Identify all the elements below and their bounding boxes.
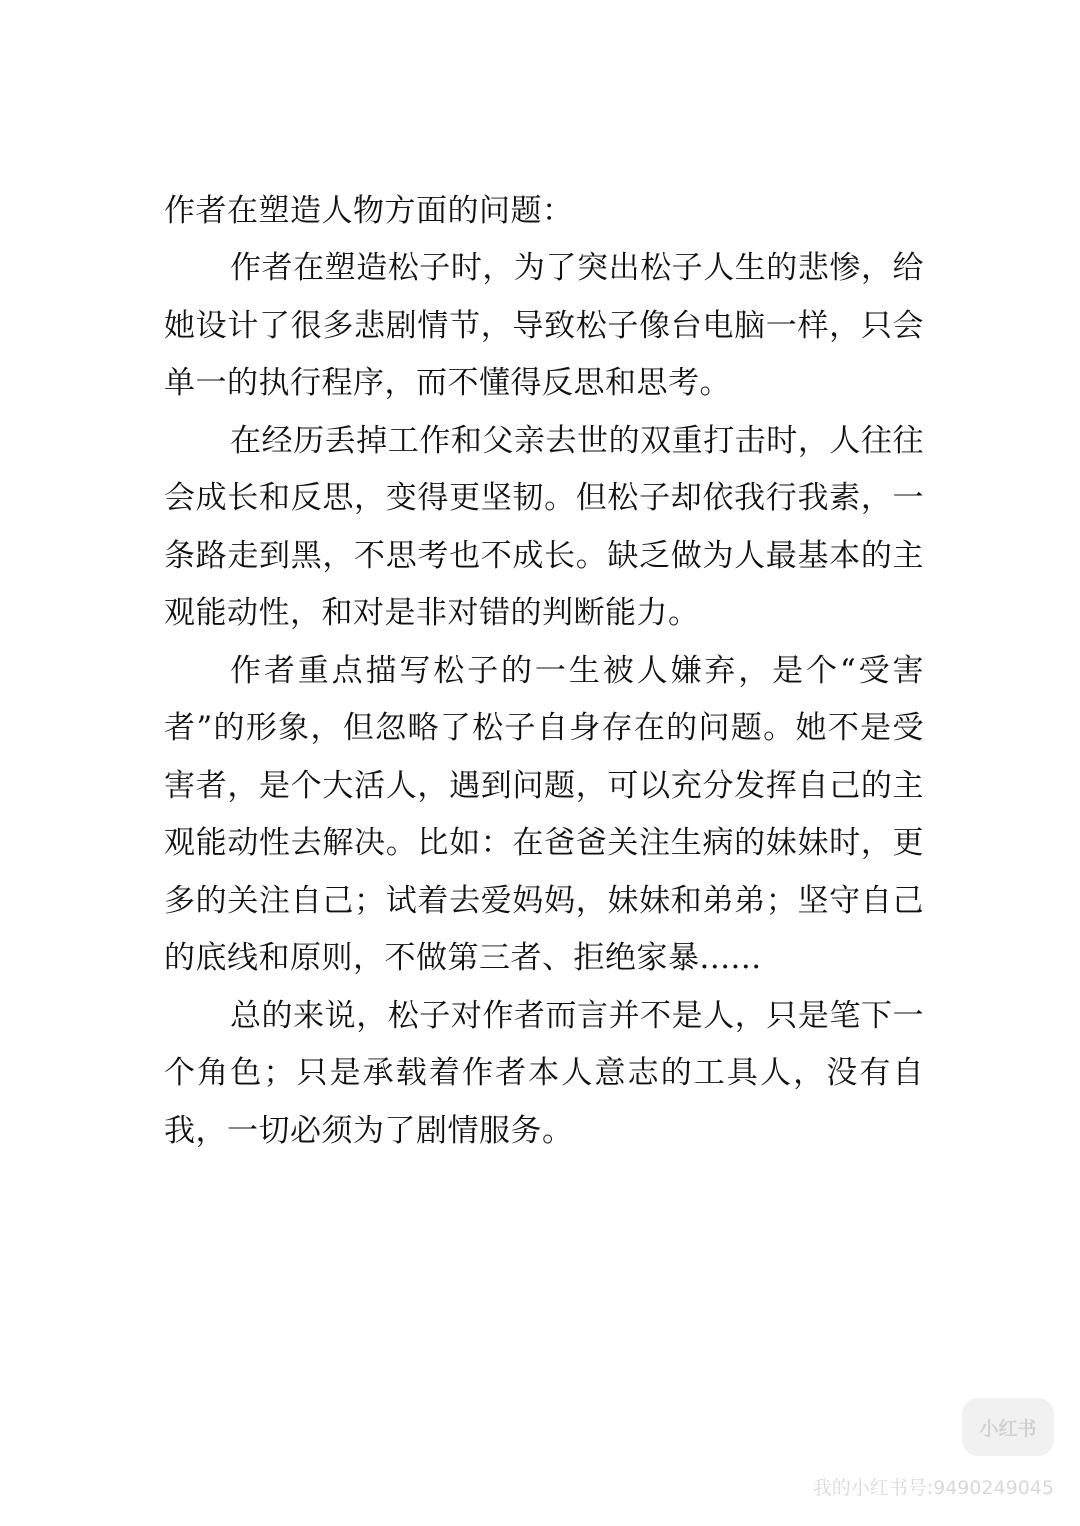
paragraph-2: 在经历丢掉工作和父亲去世的双重打击时，人往往会成长和反思，变得更坚韧。但松子却依我行我素，一条路走到黑，不思考也不成长。缺乏做为人最基本的主观能动性，和对是非对错的判断能力。	[164, 422, 924, 631]
section-heading: 作者在塑造人物方面的问题：	[164, 193, 574, 229]
account-id-watermark: 我的小红书号:9490249045	[812, 1477, 1054, 1499]
xiaohongshu-logo-watermark: 小红书	[962, 1398, 1054, 1456]
document-body	[164, 182, 924, 1160]
paragraph-4: 总的来说，松子对作者而言并不是人，只是笔下一个角色；只是承载着作者本人意志的工具人，没有自我，一切必须为了剧情服务。	[164, 997, 924, 1149]
paragraph-3: 作者重点描写松子的一生被人嫌弃，是个“受害者”的形象，但忽略了松子自身存在的问题。她不是受害者，是个大活人，遇到问题，可以充分发挥自己的主观能动性去解决。比如：在爸爸关注生病的妹妹时，更多的关注自己；试着去爱妈妈，妹妹和弟弟；坚守自己的底线和原则，不做第三者、拒绝家暴......	[164, 652, 924, 976]
paragraph-1: 作者在塑造松子时，为了突出松子人生的悲惨，给她设计了很多悲剧情节，导致松子像台电脑一样，只会单一的执行程序，而不懂得反思和思考。	[164, 250, 924, 401]
